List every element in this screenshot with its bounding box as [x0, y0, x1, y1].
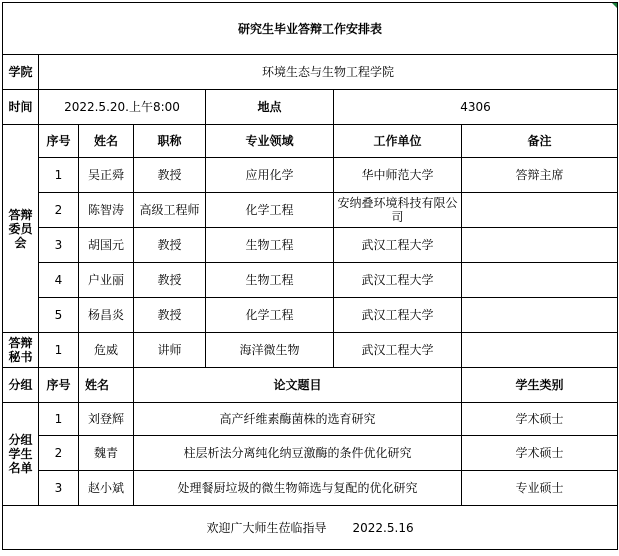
table-cell: 学术硕士	[462, 436, 618, 471]
footer-row	[3, 506, 618, 550]
table-cell: 户业丽	[79, 263, 134, 298]
committee-header-row	[3, 125, 618, 158]
footer-welcome: 欢迎广大师生莅临指导	[206, 520, 327, 535]
table-row	[3, 436, 618, 471]
table-cell: 1	[39, 403, 79, 436]
place-label: 地点	[206, 90, 334, 125]
table-cell: 1	[39, 333, 79, 368]
table-cell: 处理餐厨垃圾的微生物筛选与复配的优化研究	[134, 471, 462, 506]
table-cell	[462, 263, 618, 298]
header-cell: 学生类别	[462, 368, 618, 403]
header-cell: 工作单位	[334, 125, 462, 158]
table-cell: 生物工程	[206, 228, 334, 263]
table-cell: 海洋微生物	[206, 333, 334, 368]
secretary-row	[3, 333, 618, 368]
table-cell: 应用化学	[206, 158, 334, 193]
table-cell: 2	[39, 193, 79, 228]
students-group-label: 分组	[3, 368, 39, 403]
table-cell: 柱层析法分离纯化纳豆激酶的条件优化研究	[134, 436, 462, 471]
header-cell: 序号	[39, 368, 79, 403]
header-cell: 姓名	[79, 368, 134, 403]
table-cell: 1	[39, 158, 79, 193]
table-cell: 华中师范大学	[334, 158, 462, 193]
place-value: 4306	[334, 90, 618, 125]
table-cell: 讲师	[134, 333, 206, 368]
school-label: 学院	[3, 55, 39, 90]
table-cell: 3	[39, 471, 79, 506]
header-cell: 论文题目	[134, 368, 462, 403]
table-cell: 陈智涛	[79, 193, 134, 228]
school-value: 环境生态与生物工程学院	[39, 55, 618, 90]
table-cell: 教授	[134, 158, 206, 193]
table-cell: 化学工程	[206, 298, 334, 333]
table-cell: 武汉工程大学	[334, 228, 462, 263]
table-row	[3, 298, 618, 333]
table-row	[3, 193, 618, 228]
table-cell: 教授	[134, 228, 206, 263]
table-cell: 高级工程师	[134, 193, 206, 228]
table-cell: 吴正舜	[79, 158, 134, 193]
table-cell: 胡国元	[79, 228, 134, 263]
table-cell: 武汉工程大学	[334, 263, 462, 298]
page-title: 研究生毕业答辩工作安排表	[3, 3, 618, 55]
table-row	[3, 263, 618, 298]
table-row	[3, 403, 618, 436]
table-cell	[462, 228, 618, 263]
table-cell: 刘登辉	[79, 403, 134, 436]
table-cell: 高产纤维素酶菌株的选育研究	[134, 403, 462, 436]
table-row	[3, 471, 618, 506]
table-cell: 学术硕士	[462, 403, 618, 436]
table-cell: 魏青	[79, 436, 134, 471]
secretary-group-label: 答辩秘书	[3, 333, 39, 368]
table-cell: 安纳叠环境科技有限公司	[334, 193, 462, 228]
header-cell: 职称	[134, 125, 206, 158]
committee-group-label: 答辩委员会	[3, 125, 39, 333]
table-cell: 化学工程	[206, 193, 334, 228]
table-cell: 教授	[134, 263, 206, 298]
table-cell: 赵小斌	[79, 471, 134, 506]
table-cell	[462, 333, 618, 368]
table-cell: 生物工程	[206, 263, 334, 298]
header-cell: 备注	[462, 125, 618, 158]
time-value: 2022.5.20.上午8:00	[39, 90, 206, 125]
table-cell: 武汉工程大学	[334, 298, 462, 333]
students-list-label: 分组学生名单	[3, 403, 39, 506]
table-cell	[462, 298, 618, 333]
table-cell	[462, 193, 618, 228]
defense-schedule-table	[2, 2, 618, 550]
table-cell: 危威	[79, 333, 134, 368]
header-cell: 姓名	[79, 125, 134, 158]
table-cell: 教授	[134, 298, 206, 333]
time-label: 时间	[3, 90, 39, 125]
footer-date: 2022.5.16	[352, 520, 414, 535]
table-cell: 2	[39, 436, 79, 471]
table-cell: 武汉工程大学	[334, 333, 462, 368]
header-cell: 专业领域	[206, 125, 334, 158]
students-header-row	[3, 368, 618, 403]
table-cell: 杨昌炎	[79, 298, 134, 333]
table-cell: 4	[39, 263, 79, 298]
table-row	[3, 228, 618, 263]
table-cell: 答辩主席	[462, 158, 618, 193]
table-row	[3, 158, 618, 193]
footer-cell	[3, 506, 618, 550]
table-cell: 3	[39, 228, 79, 263]
table-cell: 5	[39, 298, 79, 333]
table-cell: 专业硕士	[462, 471, 618, 506]
header-cell: 序号	[39, 125, 79, 158]
